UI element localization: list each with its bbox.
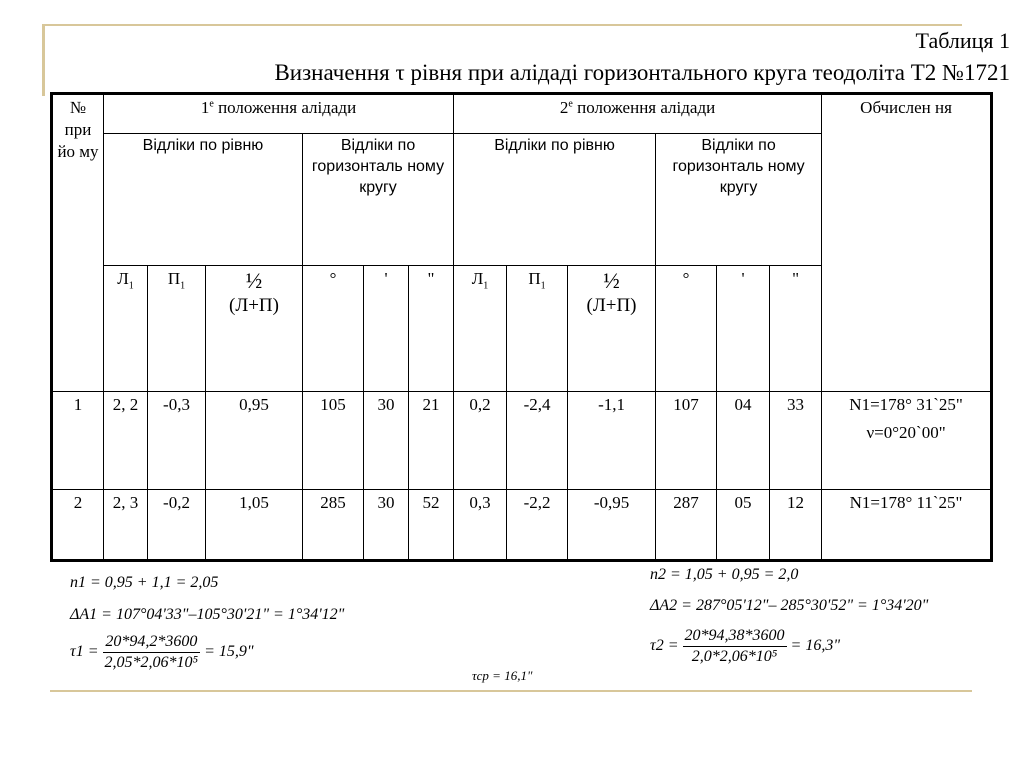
header-position-2: $2^е$ положення алідади bbox=[454, 94, 822, 134]
header-position-1: $1^е$ положення алідади bbox=[104, 94, 454, 134]
decorative-frame-bottom bbox=[50, 690, 972, 692]
cell-sec-pos1: 52 bbox=[409, 490, 454, 561]
header-L1-pos1: $Л_1$ bbox=[104, 265, 148, 391]
decorative-frame-left bbox=[42, 24, 45, 96]
header-P1-pos1: $П_1$ bbox=[148, 265, 206, 391]
formula-tau1: τ1 = $\frac{20*94,2*3600}{\text{2,05*2,06*10⁵}}$ = 15,9" bbox=[70, 633, 254, 671]
cell-deg-pos1: 105 bbox=[303, 392, 364, 490]
formula-delta-a1: ΔA1 = 107°04'33"–105°30'21" = 1°34'12" bbox=[70, 606, 345, 623]
cell-sec-pos2: 33 bbox=[770, 392, 822, 490]
formula-tau-average: τср = 16,1" bbox=[472, 668, 533, 683]
header-degrees-pos2: ° bbox=[656, 265, 717, 391]
cell-min-pos1: 30 bbox=[364, 490, 409, 561]
table-number: Таблиця 1 bbox=[915, 28, 1010, 53]
cell-min-pos2: 05 bbox=[717, 490, 770, 561]
cell-half-pos2: -1,1 bbox=[568, 392, 656, 490]
header-minutes-pos1: ' bbox=[364, 265, 409, 391]
header-circle-readings-2: Відліки по горизонталь ному кругу bbox=[656, 134, 822, 265]
decorative-frame-top bbox=[42, 24, 962, 26]
row-number: 1 bbox=[52, 392, 104, 490]
header-minutes-pos2: ' bbox=[717, 265, 770, 391]
header-seconds-pos1: " bbox=[409, 265, 454, 391]
formula-tau2: τ2 = $\frac{20*94,38*3600}{\text{2,0*2,06*10⁵}}$ = 16,3" bbox=[650, 627, 841, 665]
header-half-sum-pos1: ½ (Л+П) bbox=[206, 265, 303, 391]
cell-half-pos1: 0,95 bbox=[206, 392, 303, 490]
cell-L-pos2: 0,2 bbox=[454, 392, 507, 490]
header-seconds-pos2: " bbox=[770, 265, 822, 391]
formula-delta-a2: ΔA2 = 287°05'12"– 285°30'52" = 1°34'20" bbox=[650, 597, 929, 614]
cell-sec-pos2: 12 bbox=[770, 490, 822, 561]
level-calibration-table bbox=[50, 92, 993, 562]
cell-calculation: N1=178° 31`25" ν=0°20`00" bbox=[822, 392, 992, 490]
cell-half-pos1: 1,05 bbox=[206, 490, 303, 561]
header-level-readings-2: Відліки по рівню bbox=[454, 134, 656, 265]
cell-deg-pos1: 285 bbox=[303, 490, 364, 561]
cell-P-pos1: -0,2 bbox=[148, 490, 206, 561]
cell-P-pos2: -2,2 bbox=[507, 490, 568, 561]
header-degrees-pos1: ° bbox=[303, 265, 364, 391]
header-half-sum-pos2: ½ (Л+П) bbox=[568, 265, 656, 391]
cell-deg-pos2: 287 bbox=[656, 490, 717, 561]
cell-sec-pos1: 21 bbox=[409, 392, 454, 490]
cell-half-pos2: -0,95 bbox=[568, 490, 656, 561]
formula-n1: n1 = 0,95 + 1,1 = 2,05 bbox=[70, 574, 219, 591]
cell-calculation: N1=178° 11`25" bbox=[822, 490, 992, 561]
header-L1-pos2: $Л_1$ bbox=[454, 265, 507, 391]
cell-L-pos1: 2, 3 bbox=[104, 490, 148, 561]
cell-min-pos2: 04 bbox=[717, 392, 770, 490]
header-level-readings-1: Відліки по рівню bbox=[104, 134, 303, 265]
header-circle-readings-1: Відліки по горизонталь ному кругу bbox=[303, 134, 454, 265]
formula-n2: n2 = 1,05 + 0,95 = 2,0 bbox=[650, 566, 799, 583]
cell-L-pos1: 2, 2 bbox=[104, 392, 148, 490]
row-number: 2 bbox=[52, 490, 104, 561]
header-P1-pos2: $П_1$ bbox=[507, 265, 568, 391]
cell-P-pos2: -2,4 bbox=[507, 392, 568, 490]
cell-min-pos1: 30 bbox=[364, 392, 409, 490]
table-row bbox=[52, 392, 992, 490]
header-row-number: № при йо му bbox=[52, 94, 104, 392]
cell-L-pos2: 0,3 bbox=[454, 490, 507, 561]
table-title: Визначення τ рівня при алідаді горизонтального круга теодоліта Т2 №1721 bbox=[274, 60, 1010, 85]
cell-deg-pos2: 107 bbox=[656, 392, 717, 490]
header-calculations: Обчислен ня bbox=[822, 94, 992, 392]
cell-P-pos1: -0,3 bbox=[148, 392, 206, 490]
table-row bbox=[52, 490, 992, 561]
